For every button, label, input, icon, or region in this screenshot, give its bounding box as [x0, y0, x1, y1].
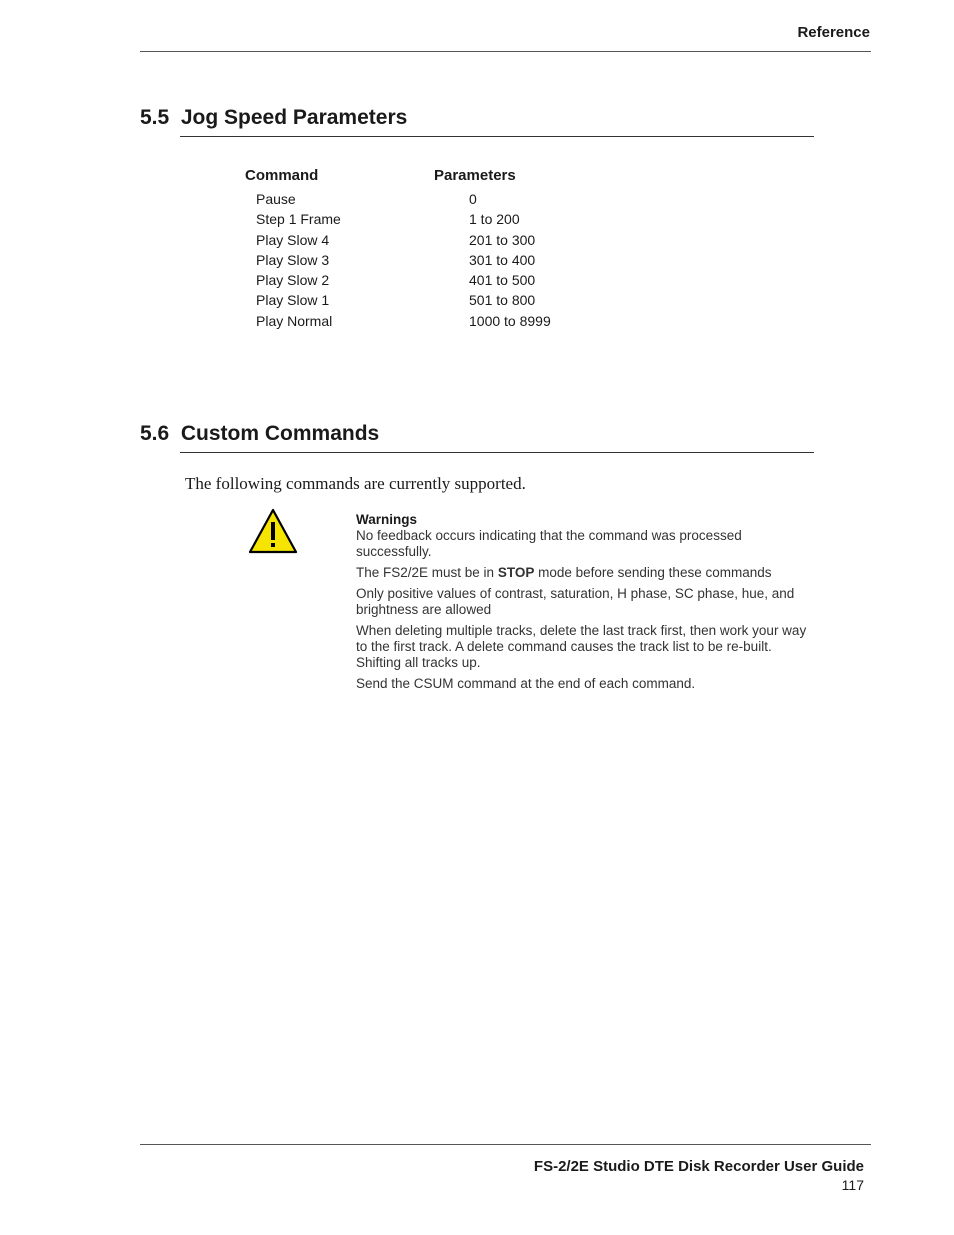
section-rule-custom [180, 452, 814, 453]
parameter-cell: 301 to 400 [469, 251, 536, 268]
footer-divider [140, 1144, 871, 1145]
parameter-cell: 1 to 200 [469, 211, 520, 228]
warning-item: Only positive values of contrast, saturation, H phase, SC phase, hue, and brightness are allowed [356, 586, 795, 617]
header-divider [140, 51, 871, 52]
parameter-cell: 0 [469, 191, 477, 207]
page-number: 117 [841, 1177, 864, 1193]
warnings-block [356, 512, 816, 697]
section-heading-custom [140, 422, 379, 446]
parameter-cell: 1000 to 8999 [469, 312, 551, 329]
warning-item: No feedback occurs indicating that the command was processed successfully. [356, 528, 742, 559]
section-number: 5.5 [140, 106, 170, 129]
warning-triangle-icon [248, 508, 298, 554]
header-label: Reference [797, 24, 870, 41]
warning-item [356, 565, 816, 581]
command-cell: Play Slow 4 [256, 231, 330, 248]
table-row [256, 211, 616, 231]
warnings-title: Warnings [356, 512, 418, 527]
table-row [256, 191, 616, 211]
table-row [256, 232, 616, 252]
section-rule-jog [180, 136, 814, 137]
parameter-cell: 201 to 300 [469, 231, 536, 248]
footer-title: FS-2/2E Studio DTE Disk Recorder User Guide [533, 1158, 864, 1175]
section-number: 5.6 [140, 422, 170, 445]
table-row [256, 252, 616, 272]
table-row [256, 272, 616, 292]
intro-text: The following commands are currently supported. [185, 474, 526, 493]
parameter-cell: 501 to 800 [469, 292, 536, 309]
command-cell: Play Slow 1 [256, 292, 330, 309]
warning-item: When deleting multiple tracks, delete the last track first, then work your way to the first track. A delete command causes the track list to be re-built. Shifting all tracks up. [356, 623, 807, 670]
section-title: Custom Commands [180, 422, 380, 445]
column-header-parameters: Parameters [434, 167, 516, 184]
warning-item: Send the CSUM command at the end of each command. [356, 676, 696, 691]
column-header-command: Command [245, 167, 319, 184]
jog-table-rows [256, 191, 616, 333]
command-cell: Step 1 Frame [256, 211, 341, 228]
warning-text: mode before sending these commands [534, 565, 772, 580]
command-cell: Pause [256, 191, 296, 207]
section-heading-jog [140, 106, 407, 130]
command-cell: Play Slow 3 [256, 251, 330, 268]
section-title: Jog Speed Parameters [180, 106, 408, 129]
table-row [256, 292, 616, 312]
stop-mode-label: STOP [497, 565, 535, 580]
table-row [256, 313, 616, 333]
command-cell: Play Slow 2 [256, 272, 330, 289]
parameter-cell: 401 to 500 [469, 272, 536, 289]
command-cell: Play Normal [256, 312, 333, 329]
warning-text: The FS2/2E must be in [356, 565, 498, 580]
